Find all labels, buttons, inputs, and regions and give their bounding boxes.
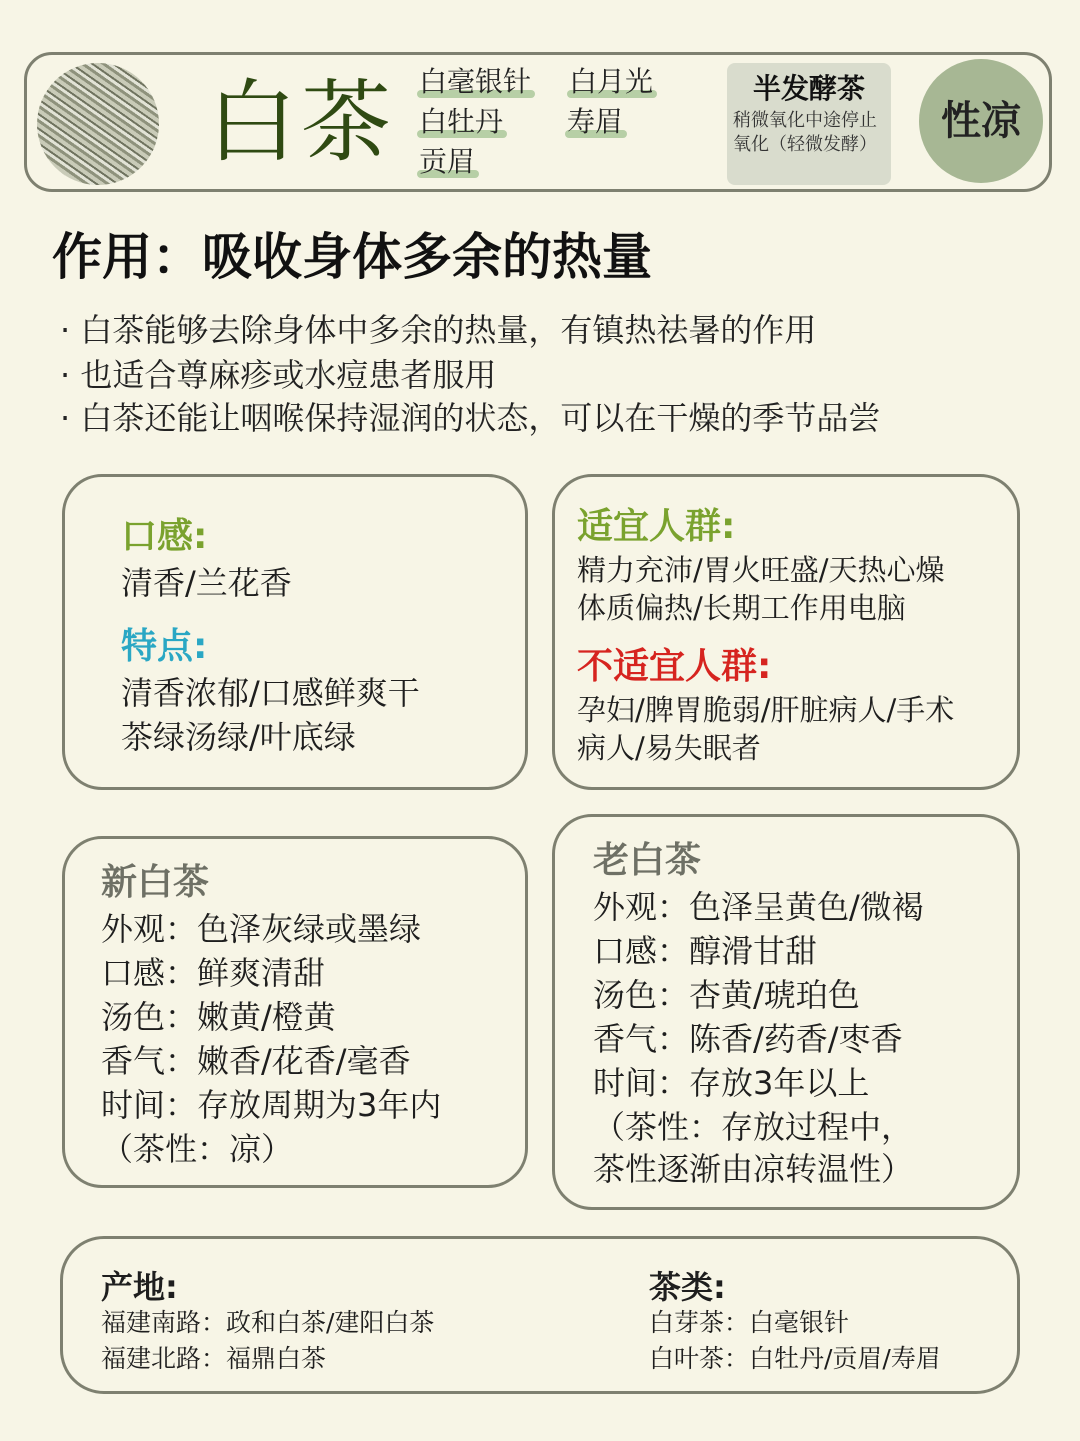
- suitable-line: 精力充沛/胃火旺盛/天热心燥: [577, 553, 945, 587]
- unsuitable-line: 病人/易失眠者: [577, 731, 761, 765]
- unsuitable-line: 孕妇/脾胃脆弱/肝脏病人/手术: [577, 693, 955, 727]
- page-title: 白茶: [207, 70, 395, 175]
- new-tea-line: 外观：色泽灰绿或墨绿: [101, 910, 422, 948]
- ferment-description: 稍微氧化中途停止氧化（轻微发酵）: [733, 110, 877, 155]
- old-tea-line: （茶性：存放过程中，: [593, 1108, 914, 1146]
- header-banner: [24, 52, 1052, 192]
- category-line: 白叶茶：白牡丹/贡眉/寿眉: [649, 1344, 941, 1373]
- new-tea-line: 香气：嫩香/花香/毫香: [101, 1042, 411, 1080]
- origin-category-card: [60, 1236, 1020, 1394]
- old-tea-line: 汤色：杏黄/琥珀色: [593, 976, 860, 1014]
- feature-heading: 特点:: [121, 626, 208, 667]
- suitable-people-card: [552, 474, 1020, 790]
- taste-card: [62, 474, 528, 790]
- ferment-title: 半发酵茶: [752, 72, 865, 105]
- taste-line: 清香/兰花香: [121, 564, 292, 602]
- variety-shoumei: 寿眉: [567, 105, 624, 138]
- category-heading: 茶类:: [649, 1268, 726, 1306]
- old-white-tea-card: [552, 814, 1020, 1210]
- taste-heading: 口感:: [121, 516, 208, 557]
- new-tea-line: 时间：存放周期为3年内: [101, 1086, 442, 1124]
- category-line: 白芽茶：白毫银针: [649, 1308, 850, 1337]
- old-tea-line: 茶性逐渐由凉转温性）: [593, 1150, 914, 1188]
- old-tea-line: 香气：陈香/药香/枣香: [593, 1020, 903, 1058]
- new-tea-line: 汤色：嫩黄/橙黄: [101, 998, 336, 1036]
- effect-item: · 也适合尊麻疹或水痘患者服用: [60, 356, 497, 394]
- effect-title: 作用：吸收身体多余的热量: [52, 228, 652, 286]
- variety-bai-mudan: 白牡丹: [419, 105, 504, 138]
- origin-line: 福建北路：福鼎白茶: [101, 1344, 327, 1373]
- old-tea-heading: 老白茶: [593, 840, 702, 881]
- feature-line: 清香浓郁/口感鲜爽干: [121, 674, 420, 712]
- tea-leaf-photo: [37, 63, 159, 185]
- ferment-badge: [727, 63, 891, 185]
- nature-circle: 性凉: [919, 59, 1043, 183]
- suitable-line: 体质偏热/长期工作用电脑: [577, 591, 906, 625]
- new-tea-line: 口感：鲜爽清甜: [101, 954, 326, 992]
- suitable-heading: 适宜人群:: [577, 506, 736, 547]
- effect-item: · 白茶能够去除身体中多余的热量，有镇热祛暑的作用: [60, 311, 817, 349]
- effect-item: · 白茶还能让咽喉保持湿润的状态，可以在干燥的季节品尝: [60, 399, 881, 437]
- variety-bai-yueguang: 白月光: [569, 65, 654, 98]
- variety-gongmei: 贡眉: [419, 145, 476, 178]
- new-white-tea-card: [62, 836, 528, 1188]
- feature-line: 茶绿汤绿/叶底绿: [121, 718, 356, 756]
- variety-baihao-yinzhen: 白毫银针: [419, 65, 532, 98]
- new-tea-heading: 新白茶: [101, 862, 210, 903]
- origin-heading: 产地:: [101, 1268, 178, 1306]
- old-tea-line: 外观：色泽呈黄色/微褐: [593, 888, 924, 926]
- new-tea-line: （茶性：凉）: [101, 1130, 294, 1168]
- old-tea-line: 时间：存放3年以上: [593, 1064, 870, 1102]
- origin-line: 福建南路：政和白茶/建阳白茶: [101, 1308, 435, 1337]
- old-tea-line: 口感：醇滑甘甜: [593, 932, 818, 970]
- unsuitable-heading: 不适宜人群:: [577, 646, 772, 687]
